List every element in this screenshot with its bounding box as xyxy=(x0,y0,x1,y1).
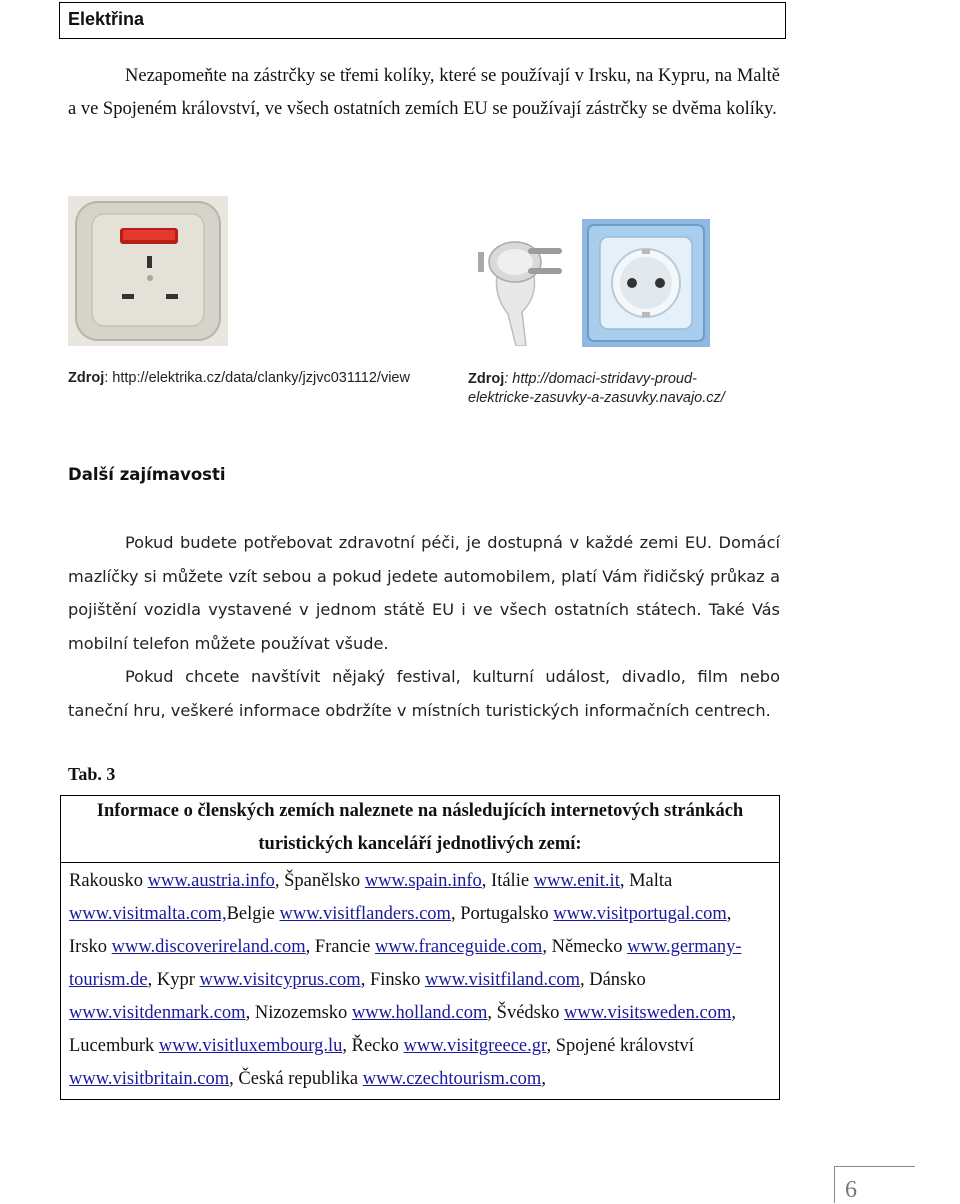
heading-box xyxy=(59,2,786,39)
separator: , xyxy=(546,1036,556,1056)
country-name: Francie xyxy=(314,937,376,957)
country-name: Česká republika xyxy=(238,1069,363,1089)
tourism-link[interactable]: www.visitfiland.com xyxy=(424,970,580,990)
separator: , xyxy=(360,970,370,990)
source-right-label: Zdroj xyxy=(468,371,505,387)
separator: , xyxy=(147,970,157,990)
separator: , xyxy=(450,904,461,924)
country-name: Portugalsko xyxy=(460,904,554,924)
tourism-link[interactable]: www.spain.info xyxy=(364,871,482,891)
country-name: Rakousko xyxy=(69,871,148,891)
paragraph-health: Pokud budete potřebovat zdravotní péči, je dostupná v každé zemi EU. Domácí mazlíčky si můžete vzít sebou a pokud jedete automobilem, platí Vám řidičský průkaz a pojištění vozidla vystavené v jednom státě EU i ve všech ostatních státech. Také Vás mobilní telefon můžete používat všude. xyxy=(68,533,780,653)
country-name: Lucemburk xyxy=(69,1036,159,1056)
intro-paragraph xyxy=(68,60,780,126)
source-right xyxy=(468,370,725,408)
country-name: Německo xyxy=(551,937,628,957)
table-header-line2: turistických kanceláří jednotlivých zemí: xyxy=(258,834,582,854)
tourism-link[interactable]: www.czechtourism.com xyxy=(362,1069,542,1089)
source-right-url-line2: elektricke-zasuvky-a-zasuvky.navajo.cz/ xyxy=(468,390,725,406)
source-left xyxy=(68,370,410,386)
country-name: Irsko xyxy=(69,937,112,957)
tourism-link[interactable]: www.visitsweden.com xyxy=(564,1003,732,1023)
page-heading: Elektřina xyxy=(68,9,145,29)
country-name: Nizozemsko xyxy=(254,1003,352,1023)
uk-socket-icon xyxy=(68,196,228,346)
country-name: Dánsko xyxy=(589,970,646,990)
tourism-table xyxy=(60,795,780,1100)
separator: , xyxy=(245,1003,255,1023)
separator: , xyxy=(731,1003,736,1023)
separator: , xyxy=(726,904,732,924)
tourism-link[interactable]: www.visitflanders.com xyxy=(279,904,451,924)
separator: , xyxy=(229,1069,239,1089)
separator: , xyxy=(481,871,492,891)
paragraph-culture: Pokud chcete navštívit nějaký festival, kulturní událost, divadlo, film nebo taneční hru, veškeré informace obdržíte v místních turistických informačních centrech. xyxy=(68,667,780,720)
tourism-link[interactable]: www.visitmalta.com, xyxy=(69,904,227,924)
country-name: Spojené království xyxy=(555,1036,694,1056)
source-right-url-line1: : http://domaci-stridavy-proud- xyxy=(504,371,697,387)
country-name: Kypr xyxy=(156,970,200,990)
tourism-link[interactable]: www.franceguide.com xyxy=(375,937,543,957)
separator: , xyxy=(541,1069,546,1089)
country-name: Španělsko xyxy=(284,871,365,891)
table-header-line1: Informace o členských zemích naleznete na následujících internetových stránkách xyxy=(96,801,744,821)
tourism-link[interactable]: www.visitcyprus.com xyxy=(199,970,361,990)
table-label: Tab. 3 xyxy=(68,764,116,784)
tourism-link[interactable]: www.holland.com xyxy=(351,1003,488,1023)
tourism-link[interactable]: www.enit.it xyxy=(533,871,620,891)
tourism-link[interactable]: www.visitgreece.gr xyxy=(403,1036,547,1056)
separator: , xyxy=(542,937,552,957)
table-body xyxy=(69,865,773,1096)
tourism-link[interactable]: www.discoverireland.com xyxy=(111,937,306,957)
separator: , xyxy=(274,871,285,891)
separator: , xyxy=(342,1036,352,1056)
tourism-link[interactable]: www.visitportugal.com xyxy=(553,904,727,924)
separator: , xyxy=(579,970,590,990)
tourism-link[interactable]: www.germany-tourism.de xyxy=(69,937,742,990)
country-name: Malta xyxy=(629,871,673,891)
tourism-link[interactable]: www.austria.info xyxy=(147,871,275,891)
schuko-plug-icon xyxy=(470,222,578,346)
separator: , xyxy=(487,1003,497,1023)
page-number-box xyxy=(834,1166,915,1203)
page-number: 6 xyxy=(845,1177,857,1203)
tourism-link[interactable]: www.visitluxembourg.lu xyxy=(158,1036,343,1056)
tourism-link[interactable]: www.visitdenmark.com xyxy=(69,1003,246,1023)
source-left-url: : http://elektrika.cz/data/clanky/jzjvc031112/view xyxy=(104,370,410,386)
tourism-link[interactable]: www.visitbritain.com xyxy=(69,1069,230,1089)
country-name: Švédsko xyxy=(496,1003,564,1023)
table-header xyxy=(61,796,779,863)
country-name: Finsko xyxy=(369,970,425,990)
schuko-socket-icon xyxy=(582,219,710,347)
source-left-label: Zdroj xyxy=(68,370,105,386)
info-paragraphs xyxy=(68,526,780,727)
section-title: Další zajímavosti xyxy=(68,465,226,484)
country-name: Itálie xyxy=(491,871,534,891)
separator: , xyxy=(305,937,315,957)
country-name: Řecko xyxy=(351,1036,404,1056)
intro-text: Nezapomeňte na zástrčky se třemi kolíky, které se používají v Irsku, na Kypru, na Maltě a ve Spojeném království, ve všech ostatních zemích EU se používají zástrčky se dvěma kolíky. xyxy=(68,66,780,119)
country-name: Belgie xyxy=(226,904,280,924)
separator: , xyxy=(619,871,630,891)
